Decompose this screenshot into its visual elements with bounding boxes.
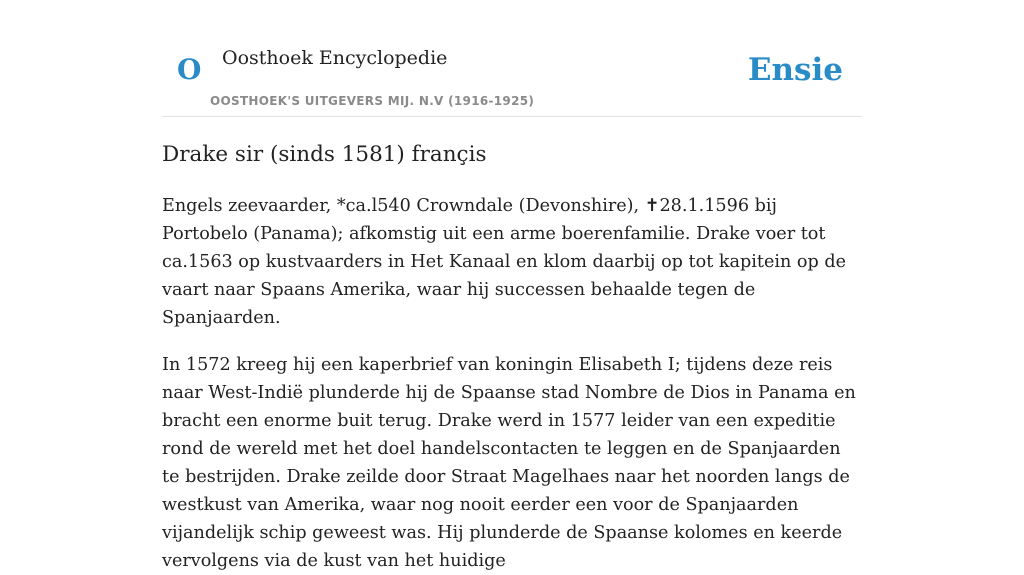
site-header bbox=[162, 0, 862, 117]
site-title: Oosthoek Encyclopedie bbox=[222, 47, 448, 69]
article bbox=[162, 138, 862, 575]
publisher-label: OOSTHOEK'S UITGEVERS MIJ. N.V (1916-1925) bbox=[210, 94, 535, 108]
ensie-logo-link[interactable]: Ensie bbox=[747, 52, 843, 88]
oosthoek-logo[interactable]: O bbox=[177, 53, 202, 86]
article-paragraph: In 1572 kreeg hij een kaperbrief van koningin Elisabeth I; tijdens deze reis naar West-Indië plunderde hij de Spaanse stad Nombre de Dios in Panama en bracht een enorme buit terug. Drake werd in 1577 leider van een expeditie rond de wereld met het doel handelscontacten te leggen en de Spanjaarden te bestrijden. Drake zeilde door Straat Magelhaes naar het noorden langs de westkust van Amerika, waar nog nooit eerder een voor de Spanjaarden vijandelijk schip geweest was. Hij plunderde de Spaanse kolomes en keerde vervolgens via de kust van het huidige bbox=[162, 355, 856, 571]
article-paragraph: Engels zeevaarder, *ca.l540 Crowndale (Devonshire), ✝28.1.1596 bij Portobelo (Panama); afkomstig uit een arme boerenfamilie. Drake voer tot ca.1563 op kustvaarders in Het Kanaal en klom daarbij op tot kapitein op de vaart naar Spaans Amerika, waar hij successen behaalde tegen de Spanjaarden. bbox=[162, 196, 847, 328]
article-title: Drake sir (sinds 1581) françis bbox=[162, 142, 487, 167]
